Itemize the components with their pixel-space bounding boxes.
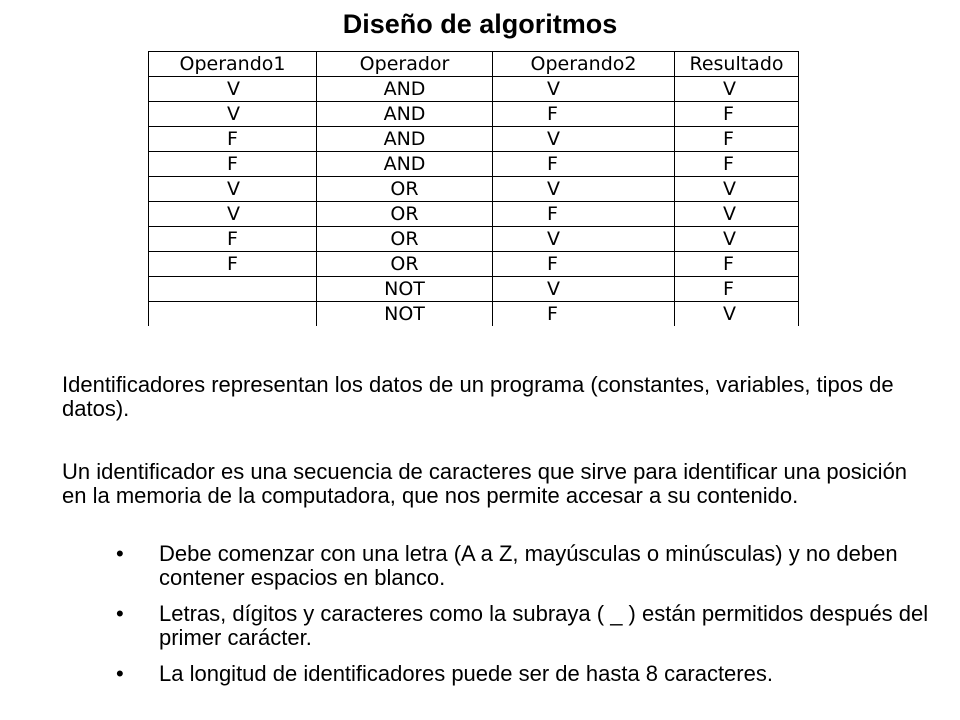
header-operador: Operador xyxy=(317,52,493,77)
cell-operando2: F xyxy=(493,202,675,227)
cell-operador: OR xyxy=(317,252,493,277)
cell-resultado: V xyxy=(675,77,799,102)
list-item-text: Letras, dígitos y caracteres como la subraya ( _ ) están permitidos después del primer carácter. xyxy=(159,601,929,650)
cell-operando2: F xyxy=(493,152,675,177)
list-item xyxy=(116,542,936,590)
table-row xyxy=(149,127,799,152)
truth-table xyxy=(148,51,799,326)
cell-resultado: F xyxy=(675,152,799,177)
cell-resultado: V xyxy=(675,227,799,252)
cell-resultado: F xyxy=(675,252,799,277)
cell-operando1: V xyxy=(149,102,317,127)
cell-operando1 xyxy=(149,302,317,327)
cell-operando1 xyxy=(149,277,317,302)
list-item-text: La longitud de identificadores puede ser de hasta 8 caracteres. xyxy=(159,661,773,686)
header-operando2: Operando2 xyxy=(493,52,675,77)
cell-operando2: F xyxy=(493,252,675,277)
cell-resultado: F xyxy=(675,102,799,127)
cell-operando1: V xyxy=(149,177,317,202)
cell-operando2: V xyxy=(493,227,675,252)
cell-operando2: V xyxy=(493,277,675,302)
cell-operando1: V xyxy=(149,202,317,227)
table-row xyxy=(149,102,799,127)
table-row xyxy=(149,277,799,302)
cell-operando1: F xyxy=(149,127,317,152)
page-title: Diseño de algoritmos xyxy=(342,9,618,39)
bullet-icon: • xyxy=(116,541,124,566)
table-row xyxy=(149,302,799,327)
list-item xyxy=(116,602,936,650)
cell-resultado: F xyxy=(675,277,799,302)
paragraph-definicion: Un identificador es una secuencia de caracteres que sirve para identificar una posición en la memoria de la computadora, que nos permite accesar a su contenido. xyxy=(62,459,908,508)
paragraph-identificadores: Identificadores representan los datos de un programa (constantes, variables, tipos de datos). xyxy=(62,372,894,421)
cell-operador: AND xyxy=(317,77,493,102)
header-operando1: Operando1 xyxy=(149,52,317,77)
table-row xyxy=(149,252,799,277)
cell-operador: AND xyxy=(317,152,493,177)
cell-operando1: F xyxy=(149,152,317,177)
list-item-text: Debe comenzar con una letra (A a Z, mayúsculas o minúsculas) y no deben contener espacios en blanco. xyxy=(159,541,898,590)
bullet-icon: • xyxy=(116,601,124,626)
cell-operador: AND xyxy=(317,127,493,152)
cell-resultado: V xyxy=(675,177,799,202)
table-row xyxy=(149,152,799,177)
rules-list xyxy=(116,542,936,698)
cell-resultado: V xyxy=(675,302,799,327)
cell-operando2: F xyxy=(493,302,675,327)
cell-operador: NOT xyxy=(317,302,493,327)
cell-resultado: F xyxy=(675,127,799,152)
cell-operando2: V xyxy=(493,177,675,202)
table-header-row xyxy=(149,52,799,77)
cell-operador: AND xyxy=(317,102,493,127)
bullet-icon: • xyxy=(116,661,124,686)
header-resultado: Resultado xyxy=(675,52,799,77)
cell-operando1: F xyxy=(149,227,317,252)
cell-operador: OR xyxy=(317,202,493,227)
table-row xyxy=(149,77,799,102)
cell-resultado: V xyxy=(675,202,799,227)
cell-operador: OR xyxy=(317,227,493,252)
cell-operando2: V xyxy=(493,127,675,152)
table-row xyxy=(149,177,799,202)
cell-operando2: V xyxy=(493,77,675,102)
cell-operando2: F xyxy=(493,102,675,127)
table-row xyxy=(149,227,799,252)
cell-operador: NOT xyxy=(317,277,493,302)
table-row xyxy=(149,202,799,227)
list-item xyxy=(116,662,936,686)
cell-operando1: F xyxy=(149,252,317,277)
cell-operando1: V xyxy=(149,77,317,102)
cell-operador: OR xyxy=(317,177,493,202)
